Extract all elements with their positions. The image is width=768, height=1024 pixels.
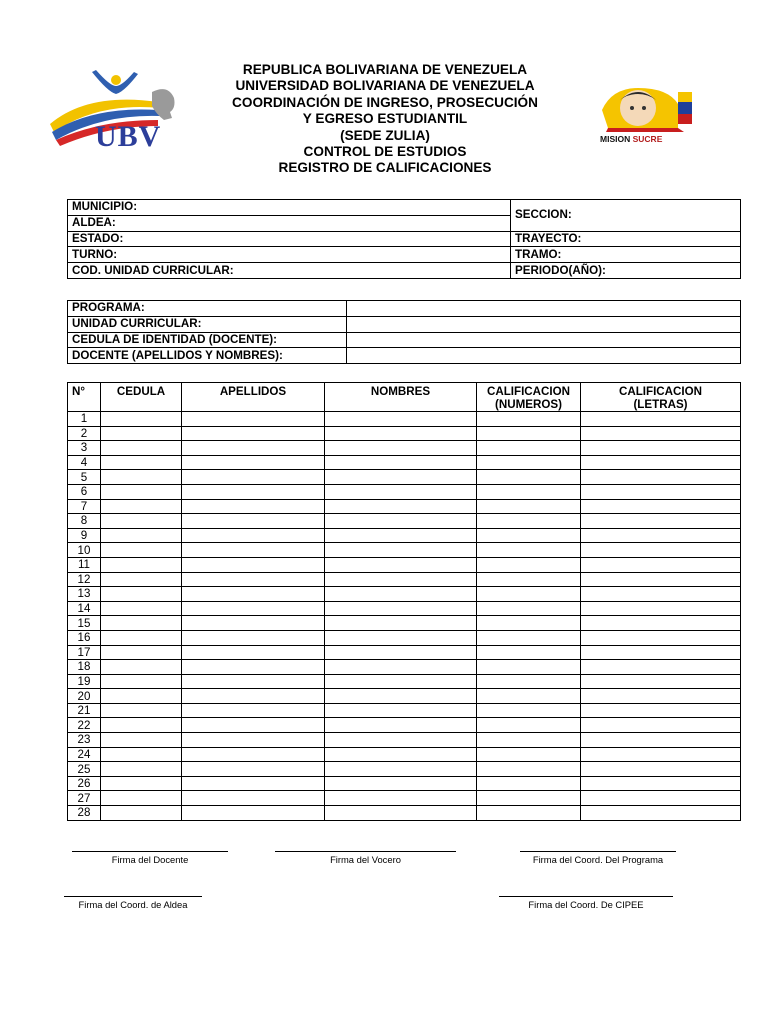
signature-docente[interactable] — [72, 851, 228, 865]
cell-calif-numeros[interactable] — [477, 543, 581, 558]
cell-calif-letras[interactable] — [581, 572, 741, 587]
table-row — [68, 426, 741, 441]
cell-calif-numeros[interactable] — [477, 572, 581, 587]
cell-calif-letras[interactable] — [581, 791, 741, 806]
cell-num: 17 — [68, 645, 101, 660]
cell-cedula[interactable] — [101, 806, 182, 821]
cell-calif-letras[interactable] — [581, 601, 741, 616]
cell-nombres[interactable] — [325, 587, 477, 602]
cell-calif-numeros[interactable] — [477, 776, 581, 791]
cell-nombres[interactable] — [325, 499, 477, 514]
turno-field[interactable]: TURNO: — [68, 247, 511, 263]
unidad-curricular-label: UNIDAD CURRICULAR: — [68, 316, 347, 332]
cell-calif-letras[interactable] — [581, 762, 741, 777]
table-row — [68, 674, 741, 689]
signature-line — [499, 896, 673, 897]
cell-calif-letras[interactable] — [581, 412, 741, 427]
cell-nombres[interactable] — [325, 484, 477, 499]
cell-apellidos[interactable] — [182, 660, 325, 675]
cell-apellidos[interactable] — [182, 645, 325, 660]
cell-nombres[interactable] — [325, 528, 477, 543]
cell-calif-numeros[interactable] — [477, 601, 581, 616]
cell-calif-numeros[interactable] — [477, 557, 581, 572]
cell-cedula[interactable] — [101, 455, 182, 470]
table-row — [68, 733, 741, 748]
cell-num: 10 — [68, 543, 101, 558]
info-table — [67, 199, 741, 279]
header-line-4: Y EGRESO ESTUDIANTIL — [302, 111, 468, 127]
cell-cedula[interactable] — [101, 484, 182, 499]
cell-num: 16 — [68, 630, 101, 645]
header-line-5: (SEDE ZULIA) — [340, 127, 430, 143]
cell-calif-numeros[interactable] — [477, 630, 581, 645]
cell-cedula[interactable] — [101, 718, 182, 733]
cell-calif-letras[interactable] — [581, 499, 741, 514]
cell-calif-numeros[interactable] — [477, 616, 581, 631]
cell-apellidos[interactable] — [182, 601, 325, 616]
cell-apellidos[interactable] — [182, 689, 325, 704]
cell-apellidos[interactable] — [182, 543, 325, 558]
table-row — [68, 528, 741, 543]
col-header-cedula: CEDULA — [101, 383, 182, 412]
cell-nombres[interactable] — [325, 747, 477, 762]
cell-apellidos[interactable] — [182, 806, 325, 821]
cell-apellidos[interactable] — [182, 528, 325, 543]
cell-nombres[interactable] — [325, 762, 477, 777]
table-row — [68, 718, 741, 733]
cell-num: 14 — [68, 601, 101, 616]
cod-unidad-field[interactable]: COD. UNIDAD CURRICULAR: — [68, 263, 511, 279]
cell-nombres[interactable] — [325, 660, 477, 675]
signature-vocero-label: Firma del Vocero — [330, 854, 401, 865]
estado-field[interactable]: ESTADO: — [68, 231, 511, 247]
cell-nombres[interactable] — [325, 441, 477, 456]
signature-coord-cipee-label: Firma del Coord. De CIPEE — [528, 899, 644, 910]
cell-calif-numeros[interactable] — [477, 455, 581, 470]
cell-calif-letras[interactable] — [581, 733, 741, 748]
cell-nombres[interactable] — [325, 412, 477, 427]
table-row — [68, 660, 741, 675]
docente-label: DOCENTE (APELLIDOS Y NOMBRES): — [68, 348, 347, 364]
cell-calif-numeros[interactable] — [477, 470, 581, 485]
table-row — [68, 412, 741, 427]
cell-calif-letras[interactable] — [581, 660, 741, 675]
cell-num: 11 — [68, 557, 101, 572]
cell-num: 8 — [68, 514, 101, 529]
table-row — [68, 455, 741, 470]
cell-calif-numeros[interactable] — [477, 718, 581, 733]
cell-num: 13 — [68, 587, 101, 602]
cell-apellidos[interactable] — [182, 630, 325, 645]
cell-calif-numeros[interactable] — [477, 660, 581, 675]
signature-coord-cipee[interactable] — [499, 896, 673, 910]
cell-calif-letras[interactable] — [581, 645, 741, 660]
header-line-2: UNIVERSIDAD BOLIVARIANA DE VENEZUELA — [235, 78, 535, 94]
cell-nombres[interactable] — [325, 776, 477, 791]
cell-num: 28 — [68, 806, 101, 821]
calif-letras-line1: CALIFICACION — [618, 385, 703, 398]
table-row — [68, 484, 741, 499]
cedula-docente-value[interactable] — [347, 332, 741, 348]
cell-calif-numeros[interactable] — [477, 747, 581, 762]
cell-apellidos[interactable] — [182, 426, 325, 441]
signature-coord-aldea[interactable] — [64, 896, 202, 910]
municipio-field[interactable]: MUNICIPIO: — [68, 200, 511, 216]
programa-label: PROGRAMA: — [68, 301, 347, 317]
table-row — [68, 689, 741, 704]
table-row — [68, 645, 741, 660]
cell-cedula[interactable] — [101, 762, 182, 777]
cell-calif-letras[interactable] — [581, 441, 741, 456]
periodo-field[interactable]: PERIODO(AÑO): — [511, 263, 741, 279]
cell-nombres[interactable] — [325, 791, 477, 806]
cell-apellidos[interactable] — [182, 572, 325, 587]
cell-apellidos[interactable] — [182, 747, 325, 762]
cell-cedula[interactable] — [101, 703, 182, 718]
cell-calif-letras[interactable] — [581, 703, 741, 718]
header-line-3: COORDINACIÓN DE INGRESO, PROSECUCIÓN — [232, 94, 538, 110]
table-row — [68, 587, 741, 602]
table-row — [68, 441, 741, 456]
cell-nombres[interactable] — [325, 455, 477, 470]
grades-table — [67, 382, 741, 821]
cell-cedula[interactable] — [101, 601, 182, 616]
header-line-7: REGISTRO DE CALIFICACIONES — [278, 160, 492, 176]
signature-docente-label: Firma del Docente — [111, 854, 189, 865]
signature-coord-aldea-label: Firma del Coord. de Aldea — [78, 899, 188, 910]
cell-num: 3 — [68, 441, 101, 456]
sucre-text: SUCRE — [632, 134, 663, 144]
signature-line — [520, 851, 676, 852]
cell-apellidos[interactable] — [182, 455, 325, 470]
cell-apellidos[interactable] — [182, 718, 325, 733]
cell-apellidos[interactable] — [182, 441, 325, 456]
col-header-calif-letras — [581, 383, 741, 412]
cell-cedula[interactable] — [101, 689, 182, 704]
cell-nombres[interactable] — [325, 645, 477, 660]
calif-numeros-line1: CALIFICACION — [486, 385, 571, 398]
cell-calif-letras[interactable] — [581, 689, 741, 704]
cell-nombres[interactable] — [325, 703, 477, 718]
cell-calif-letras[interactable] — [581, 528, 741, 543]
table-row — [68, 791, 741, 806]
cell-num: 1 — [68, 412, 101, 427]
cell-cedula[interactable] — [101, 499, 182, 514]
cell-num: 23 — [68, 733, 101, 748]
table-row — [68, 747, 741, 762]
header-line-6: CONTROL DE ESTUDIOS — [303, 144, 467, 160]
cell-nombres[interactable] — [325, 470, 477, 485]
table-row — [68, 499, 741, 514]
cell-calif-numeros[interactable] — [477, 762, 581, 777]
cell-nombres[interactable] — [325, 718, 477, 733]
cell-calif-numeros[interactable] — [477, 806, 581, 821]
cell-cedula[interactable] — [101, 426, 182, 441]
cell-calif-letras[interactable] — [581, 630, 741, 645]
cell-cedula[interactable] — [101, 645, 182, 660]
programa-value[interactable] — [347, 301, 741, 317]
col-header-calif-numeros — [477, 383, 581, 412]
cell-nombres[interactable] — [325, 601, 477, 616]
table-row — [68, 703, 741, 718]
table-row — [68, 776, 741, 791]
cell-num: 12 — [68, 572, 101, 587]
calif-numeros-line2: (NUMEROS) — [495, 398, 562, 411]
cell-cedula[interactable] — [101, 733, 182, 748]
cell-cedula[interactable] — [101, 747, 182, 762]
cell-apellidos[interactable] — [182, 514, 325, 529]
cell-calif-numeros[interactable] — [477, 499, 581, 514]
table-row — [68, 630, 741, 645]
signature-line — [275, 851, 456, 852]
signature-line — [72, 851, 228, 852]
cell-calif-letras[interactable] — [581, 426, 741, 441]
cell-num: 27 — [68, 791, 101, 806]
cell-apellidos[interactable] — [182, 484, 325, 499]
cell-calif-letras[interactable] — [581, 543, 741, 558]
cell-apellidos[interactable] — [182, 762, 325, 777]
signature-coord-programa-label: Firma del Coord. Del Programa — [532, 854, 664, 865]
cell-nombres[interactable] — [325, 806, 477, 821]
cell-apellidos[interactable] — [182, 791, 325, 806]
cell-num: 18 — [68, 660, 101, 675]
cell-calif-numeros[interactable] — [477, 791, 581, 806]
cell-num: 9 — [68, 528, 101, 543]
cell-cedula[interactable] — [101, 572, 182, 587]
col-header-apellidos: APELLIDOS — [182, 383, 325, 412]
cell-calif-letras[interactable] — [581, 776, 741, 791]
cell-num: 5 — [68, 470, 101, 485]
calif-letras-line2: (LETRAS) — [633, 398, 688, 411]
table-row — [68, 470, 741, 485]
cell-apellidos[interactable] — [182, 412, 325, 427]
cell-calif-numeros[interactable] — [477, 412, 581, 427]
mision-text: MISION — [600, 134, 631, 144]
table-row — [68, 572, 741, 587]
cell-nombres[interactable] — [325, 689, 477, 704]
cell-calif-numeros[interactable] — [477, 703, 581, 718]
mision-sucre-logo-text — [600, 134, 662, 144]
signature-vocero[interactable] — [275, 851, 456, 865]
cell-nombres[interactable] — [325, 630, 477, 645]
ubv-logo-text: UBV — [95, 120, 162, 153]
cell-nombres[interactable] — [325, 572, 477, 587]
cell-calif-letras[interactable] — [581, 616, 741, 631]
seccion-field[interactable]: SECCION: — [511, 200, 741, 232]
cell-apellidos[interactable] — [182, 703, 325, 718]
col-header-num: N° — [68, 383, 101, 412]
aldea-field[interactable]: ALDEA: — [68, 215, 511, 231]
cell-cedula[interactable] — [101, 514, 182, 529]
table-row — [68, 601, 741, 616]
table-row — [68, 557, 741, 572]
table-row — [68, 514, 741, 529]
cell-apellidos[interactable] — [182, 499, 325, 514]
docente-value[interactable] — [347, 348, 741, 364]
cell-apellidos[interactable] — [182, 557, 325, 572]
cell-calif-letras[interactable] — [581, 484, 741, 499]
trayecto-field[interactable]: TRAYECTO: — [511, 231, 741, 247]
cell-nombres[interactable] — [325, 616, 477, 631]
cell-calif-letras[interactable] — [581, 747, 741, 762]
tramo-field[interactable]: TRAMO: — [511, 247, 741, 263]
cedula-docente-label: CEDULA DE IDENTIDAD (DOCENTE): — [68, 332, 347, 348]
signature-line — [64, 896, 202, 897]
cell-cedula[interactable] — [101, 630, 182, 645]
header-line-1: REPUBLICA BOLIVARIANA DE VENEZUELA — [242, 62, 528, 77]
table-row — [68, 806, 741, 821]
cell-cedula[interactable] — [101, 776, 182, 791]
cell-num: 4 — [68, 455, 101, 470]
cell-cedula[interactable] — [101, 587, 182, 602]
cell-apellidos[interactable] — [182, 470, 325, 485]
cell-num: 6 — [68, 484, 101, 499]
cell-cedula[interactable] — [101, 441, 182, 456]
cell-calif-numeros[interactable] — [477, 587, 581, 602]
cell-calif-numeros[interactable] — [477, 484, 581, 499]
cell-num: 24 — [68, 747, 101, 762]
grades-body — [68, 412, 741, 821]
cell-num: 25 — [68, 762, 101, 777]
cell-cedula[interactable] — [101, 660, 182, 675]
cell-apellidos[interactable] — [182, 674, 325, 689]
cell-nombres[interactable] — [325, 674, 477, 689]
cell-calif-letras[interactable] — [581, 514, 741, 529]
cell-calif-numeros[interactable] — [477, 441, 581, 456]
cell-num: 7 — [68, 499, 101, 514]
cell-num: 21 — [68, 703, 101, 718]
cell-calif-letras[interactable] — [581, 674, 741, 689]
cell-calif-numeros[interactable] — [477, 689, 581, 704]
table-row — [68, 616, 741, 631]
table-row — [68, 543, 741, 558]
signature-coord-programa[interactable] — [520, 851, 676, 865]
cell-nombres[interactable] — [325, 557, 477, 572]
cell-calif-numeros[interactable] — [477, 645, 581, 660]
cell-calif-numeros[interactable] — [477, 514, 581, 529]
cell-calif-letras[interactable] — [581, 718, 741, 733]
cell-calif-letras[interactable] — [581, 587, 741, 602]
cell-calif-letras[interactable] — [581, 470, 741, 485]
cell-cedula[interactable] — [101, 470, 182, 485]
program-table — [67, 300, 741, 364]
cell-cedula[interactable] — [101, 412, 182, 427]
cell-calif-letras[interactable] — [581, 806, 741, 821]
cell-apellidos[interactable] — [182, 776, 325, 791]
cell-calif-numeros[interactable] — [477, 733, 581, 748]
cell-calif-numeros[interactable] — [477, 426, 581, 441]
cell-cedula[interactable] — [101, 528, 182, 543]
cell-apellidos[interactable] — [182, 733, 325, 748]
cell-num: 20 — [68, 689, 101, 704]
cell-num: 26 — [68, 776, 101, 791]
cell-calif-letras[interactable] — [581, 455, 741, 470]
cell-nombres[interactable] — [325, 514, 477, 529]
cell-cedula[interactable] — [101, 674, 182, 689]
cell-num: 19 — [68, 674, 101, 689]
mision-sucre-logo-icon — [598, 84, 696, 136]
cell-apellidos[interactable] — [182, 587, 325, 602]
cell-cedula[interactable] — [101, 616, 182, 631]
cell-calif-numeros[interactable] — [477, 528, 581, 543]
col-header-nombres: NOMBRES — [325, 383, 477, 412]
document-header — [190, 62, 580, 177]
cell-nombres[interactable] — [325, 733, 477, 748]
cell-cedula[interactable] — [101, 543, 182, 558]
cell-calif-numeros[interactable] — [477, 674, 581, 689]
cell-apellidos[interactable] — [182, 616, 325, 631]
cell-num: 22 — [68, 718, 101, 733]
cell-nombres[interactable] — [325, 426, 477, 441]
unidad-curricular-value[interactable] — [347, 316, 741, 332]
cell-cedula[interactable] — [101, 557, 182, 572]
cell-calif-letras[interactable] — [581, 557, 741, 572]
table-row — [68, 762, 741, 777]
cell-nombres[interactable] — [325, 543, 477, 558]
cell-num: 2 — [68, 426, 101, 441]
cell-cedula[interactable] — [101, 791, 182, 806]
cell-num: 15 — [68, 616, 101, 631]
